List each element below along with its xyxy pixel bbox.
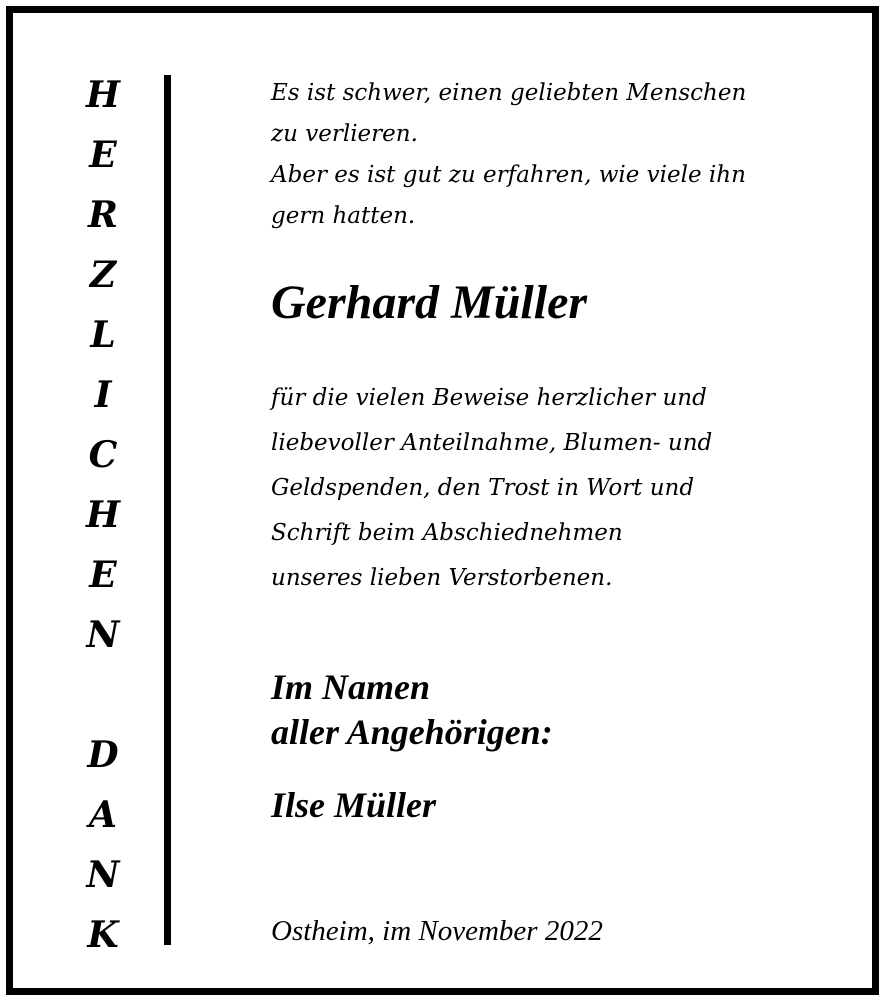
notice-frame	[6, 6, 879, 995]
heading-letter: A	[89, 794, 117, 836]
heading-letter: H	[85, 74, 120, 116]
place-date: Ostheim, im November 2022	[271, 915, 603, 947]
thanks-line: für die vielen Beweise herzlicher und	[271, 385, 707, 411]
vertical-divider	[164, 75, 171, 945]
vertical-heading-herzlichen-dank	[71, 65, 135, 965]
heading-letter: D	[87, 734, 119, 776]
heading-letter: Z	[89, 254, 117, 296]
on-behalf-line: aller Angehörigen:	[271, 712, 553, 752]
heading-letter: E	[89, 134, 117, 176]
thanks-line: Geldspenden, den Trost in Wort und	[271, 475, 695, 501]
on-behalf-line: Im Namen	[271, 667, 431, 707]
heading-letter: E	[89, 554, 117, 596]
heading-letter: H	[85, 494, 120, 536]
thanks-line: Schrift beim Abschiednehmen	[271, 520, 623, 546]
heading-letter: N	[86, 614, 120, 656]
heading-letter: C	[88, 434, 118, 476]
heading-letter: I	[94, 374, 112, 416]
heading-letter: K	[87, 914, 119, 956]
on-behalf-heading	[271, 665, 553, 755]
quote-line: gern hatten.	[271, 203, 416, 229]
thanks-line: unseres lieben Verstorbenen.	[271, 565, 613, 591]
quote-line: Es ist schwer, einen geliebten Menschen	[271, 80, 747, 106]
thanks-line: liebevoller Anteilnahme, Blumen- und	[271, 430, 713, 456]
thanks-text	[271, 376, 861, 601]
signer-name: Ilse Müller	[271, 785, 437, 825]
opening-quote	[271, 73, 861, 237]
deceased-name: Gerhard Müller	[271, 276, 588, 329]
heading-letter: N	[86, 854, 120, 896]
quote-line: Aber es ist gut zu erfahren, wie viele ihn	[271, 162, 746, 188]
heading-letter-gap	[71, 665, 135, 725]
quote-line: zu verlieren.	[271, 121, 418, 147]
heading-letter: R	[88, 194, 118, 236]
heading-letter: L	[90, 314, 116, 356]
